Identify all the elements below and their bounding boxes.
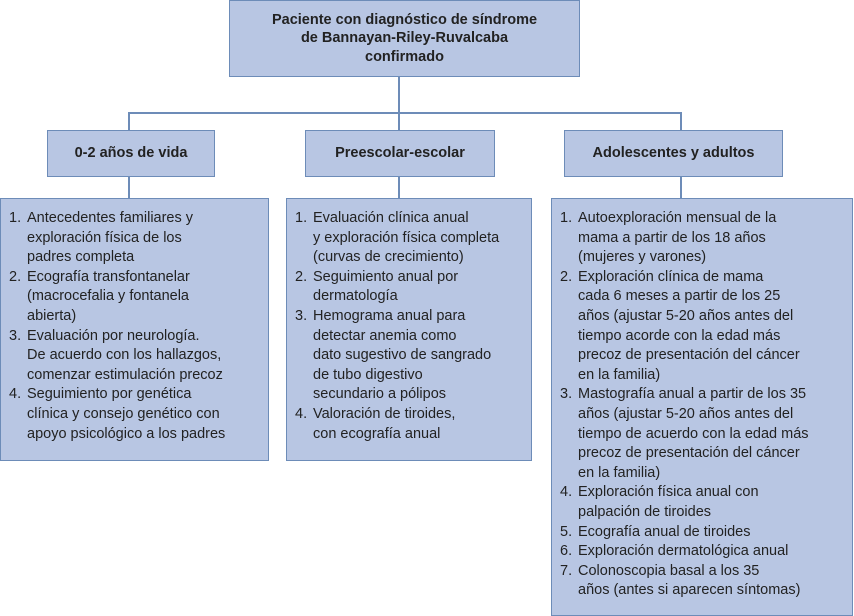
item-text-line: De acuerdo con los hallazgos, <box>27 347 222 364</box>
item-text-line: tiempo acorde con la edad más <box>578 327 781 344</box>
item-text-line: mama a partir de los 18 años <box>578 229 766 246</box>
item-text-line: Ecografía transfontanelar <box>27 268 190 285</box>
item-number: 7. <box>560 562 573 579</box>
recommendation-item <box>295 307 523 405</box>
item-text-line: Autoexploración mensual de la <box>578 210 777 226</box>
item-text-line: dato sugestivo de sangrado <box>313 347 492 364</box>
item-text-line: Hemograma anual para <box>313 307 466 324</box>
connector-col1-header <box>128 112 130 130</box>
connector-col3-content <box>680 176 682 198</box>
item-text-line: Exploración clínica de mama <box>578 268 764 285</box>
item-number: 5. <box>560 523 573 540</box>
item-text-line: años (antes si aparecen síntomas) <box>578 582 801 599</box>
item-text-line: de tubo digestivo <box>313 366 423 383</box>
item-number: 1. <box>9 210 22 226</box>
item-text-line: Exploración dermatológica anual <box>578 543 789 560</box>
item-text-line: (mujeres y varones) <box>578 249 707 266</box>
item-text-line: precoz de presentación del cáncer <box>578 347 800 364</box>
item-text-line: padres completa <box>27 249 135 266</box>
item-text-line: (macrocefalia y fontanela <box>27 288 189 305</box>
item-number: 1. <box>560 210 573 226</box>
item-text-line: Colonoscopia basal a los 35 <box>578 562 760 579</box>
recommendation-item <box>9 209 260 268</box>
item-number: 1. <box>295 210 308 226</box>
recommendation-item <box>560 483 844 522</box>
recommendation-item <box>560 385 844 483</box>
recommendation-item <box>295 209 523 268</box>
connector-col3-header <box>680 112 682 130</box>
item-text-line: años (ajustar 5-20 años antes del <box>578 405 794 422</box>
root-title-line-1: Paciente con diagnóstico de síndrome <box>271 11 538 28</box>
item-number: 3. <box>560 386 573 403</box>
item-text-line: Exploración física anual con <box>578 484 759 501</box>
item-text-line: detectar anemia como <box>313 327 457 344</box>
item-text-line: apoyo psicológico a los padres <box>27 425 226 442</box>
item-text-line: Antecedentes familiares y <box>27 210 194 226</box>
item-number: 2. <box>295 268 308 285</box>
item-text-line: palpación de tiroides <box>578 503 712 520</box>
item-text-line: Evaluación por neurología. <box>27 327 200 344</box>
item-text-line: abierta) <box>27 307 77 324</box>
item-text-line: secundario a pólipos <box>313 386 447 403</box>
item-text-line: dermatología <box>313 288 398 305</box>
item-number: 3. <box>9 327 22 344</box>
item-text-line: clínica y consejo genético con <box>27 405 220 422</box>
item-text-line: Seguimiento anual por <box>313 268 459 285</box>
item-text-line: Evaluación clínica anual <box>313 210 469 226</box>
item-number: 4. <box>560 484 573 501</box>
item-text-line: en la familia) <box>578 366 661 383</box>
item-number: 2. <box>560 268 573 285</box>
item-text-line: con ecografía anual <box>313 425 441 442</box>
root-diagnosis-box <box>229 0 580 77</box>
item-text-line: Seguimiento por genética <box>27 386 192 403</box>
root-title-line-3: confirmado <box>365 48 444 65</box>
connector-col2-header <box>398 112 400 130</box>
item-text-line: Valoración de tiroides, <box>313 405 456 422</box>
item-number: 4. <box>295 405 308 422</box>
content-preschool-school <box>286 198 532 461</box>
header-preschool-school <box>305 130 495 177</box>
root-title-line-2: de Bannayan-Riley-Ruvalcaba <box>300 30 509 47</box>
item-text-line: cada 6 meses a partir de los 25 <box>578 288 781 305</box>
item-text-line: precoz de presentación del cáncer <box>578 445 800 462</box>
item-number: 3. <box>295 307 308 324</box>
recommendation-item <box>9 268 260 327</box>
recommendation-item <box>560 562 844 601</box>
connector-horizontal <box>128 112 680 114</box>
connector-root-down <box>398 77 400 113</box>
item-text-line: tiempo de acuerdo con la edad más <box>578 425 809 442</box>
recommendations-list <box>295 209 523 444</box>
recommendation-item <box>560 209 844 268</box>
recommendation-item <box>9 327 260 386</box>
item-text-line: años (ajustar 5-20 años antes del <box>578 307 794 324</box>
recommendation-item <box>295 405 523 444</box>
item-text-line: Mastografía anual a partir de los 35 <box>578 386 807 403</box>
header-0-2-years-label: 0-2 años de vida <box>74 145 188 162</box>
item-number: 6. <box>560 543 573 560</box>
recommendation-item <box>560 268 844 386</box>
content-adolescents-adults <box>551 198 853 616</box>
recommendation-item <box>560 523 844 543</box>
item-text-line: comenzar estimulación precoz <box>27 366 223 383</box>
recommendation-item <box>9 385 260 444</box>
recommendation-item <box>295 268 523 307</box>
item-text-line: Ecografía anual de tiroides <box>578 523 751 540</box>
connector-col1-content <box>128 176 130 198</box>
item-text-line: (curvas de crecimiento) <box>313 249 464 266</box>
header-adolescents-adults <box>564 130 783 177</box>
connector-col2-content <box>398 176 400 198</box>
header-preschool-school-label: Preescolar-escolar <box>335 145 465 162</box>
content-0-2-years <box>0 198 269 461</box>
item-number: 2. <box>9 268 22 285</box>
item-number: 4. <box>9 386 22 403</box>
header-0-2-years <box>47 130 215 177</box>
item-text-line: y exploración física completa <box>313 229 500 246</box>
recommendation-item <box>560 542 844 562</box>
recommendations-list <box>9 209 260 444</box>
item-text-line: en la familia) <box>578 464 661 481</box>
item-text-line: exploración física de los <box>27 229 182 246</box>
header-adolescents-adults-label: Adolescentes y adultos <box>592 145 755 162</box>
recommendations-list <box>560 209 844 601</box>
